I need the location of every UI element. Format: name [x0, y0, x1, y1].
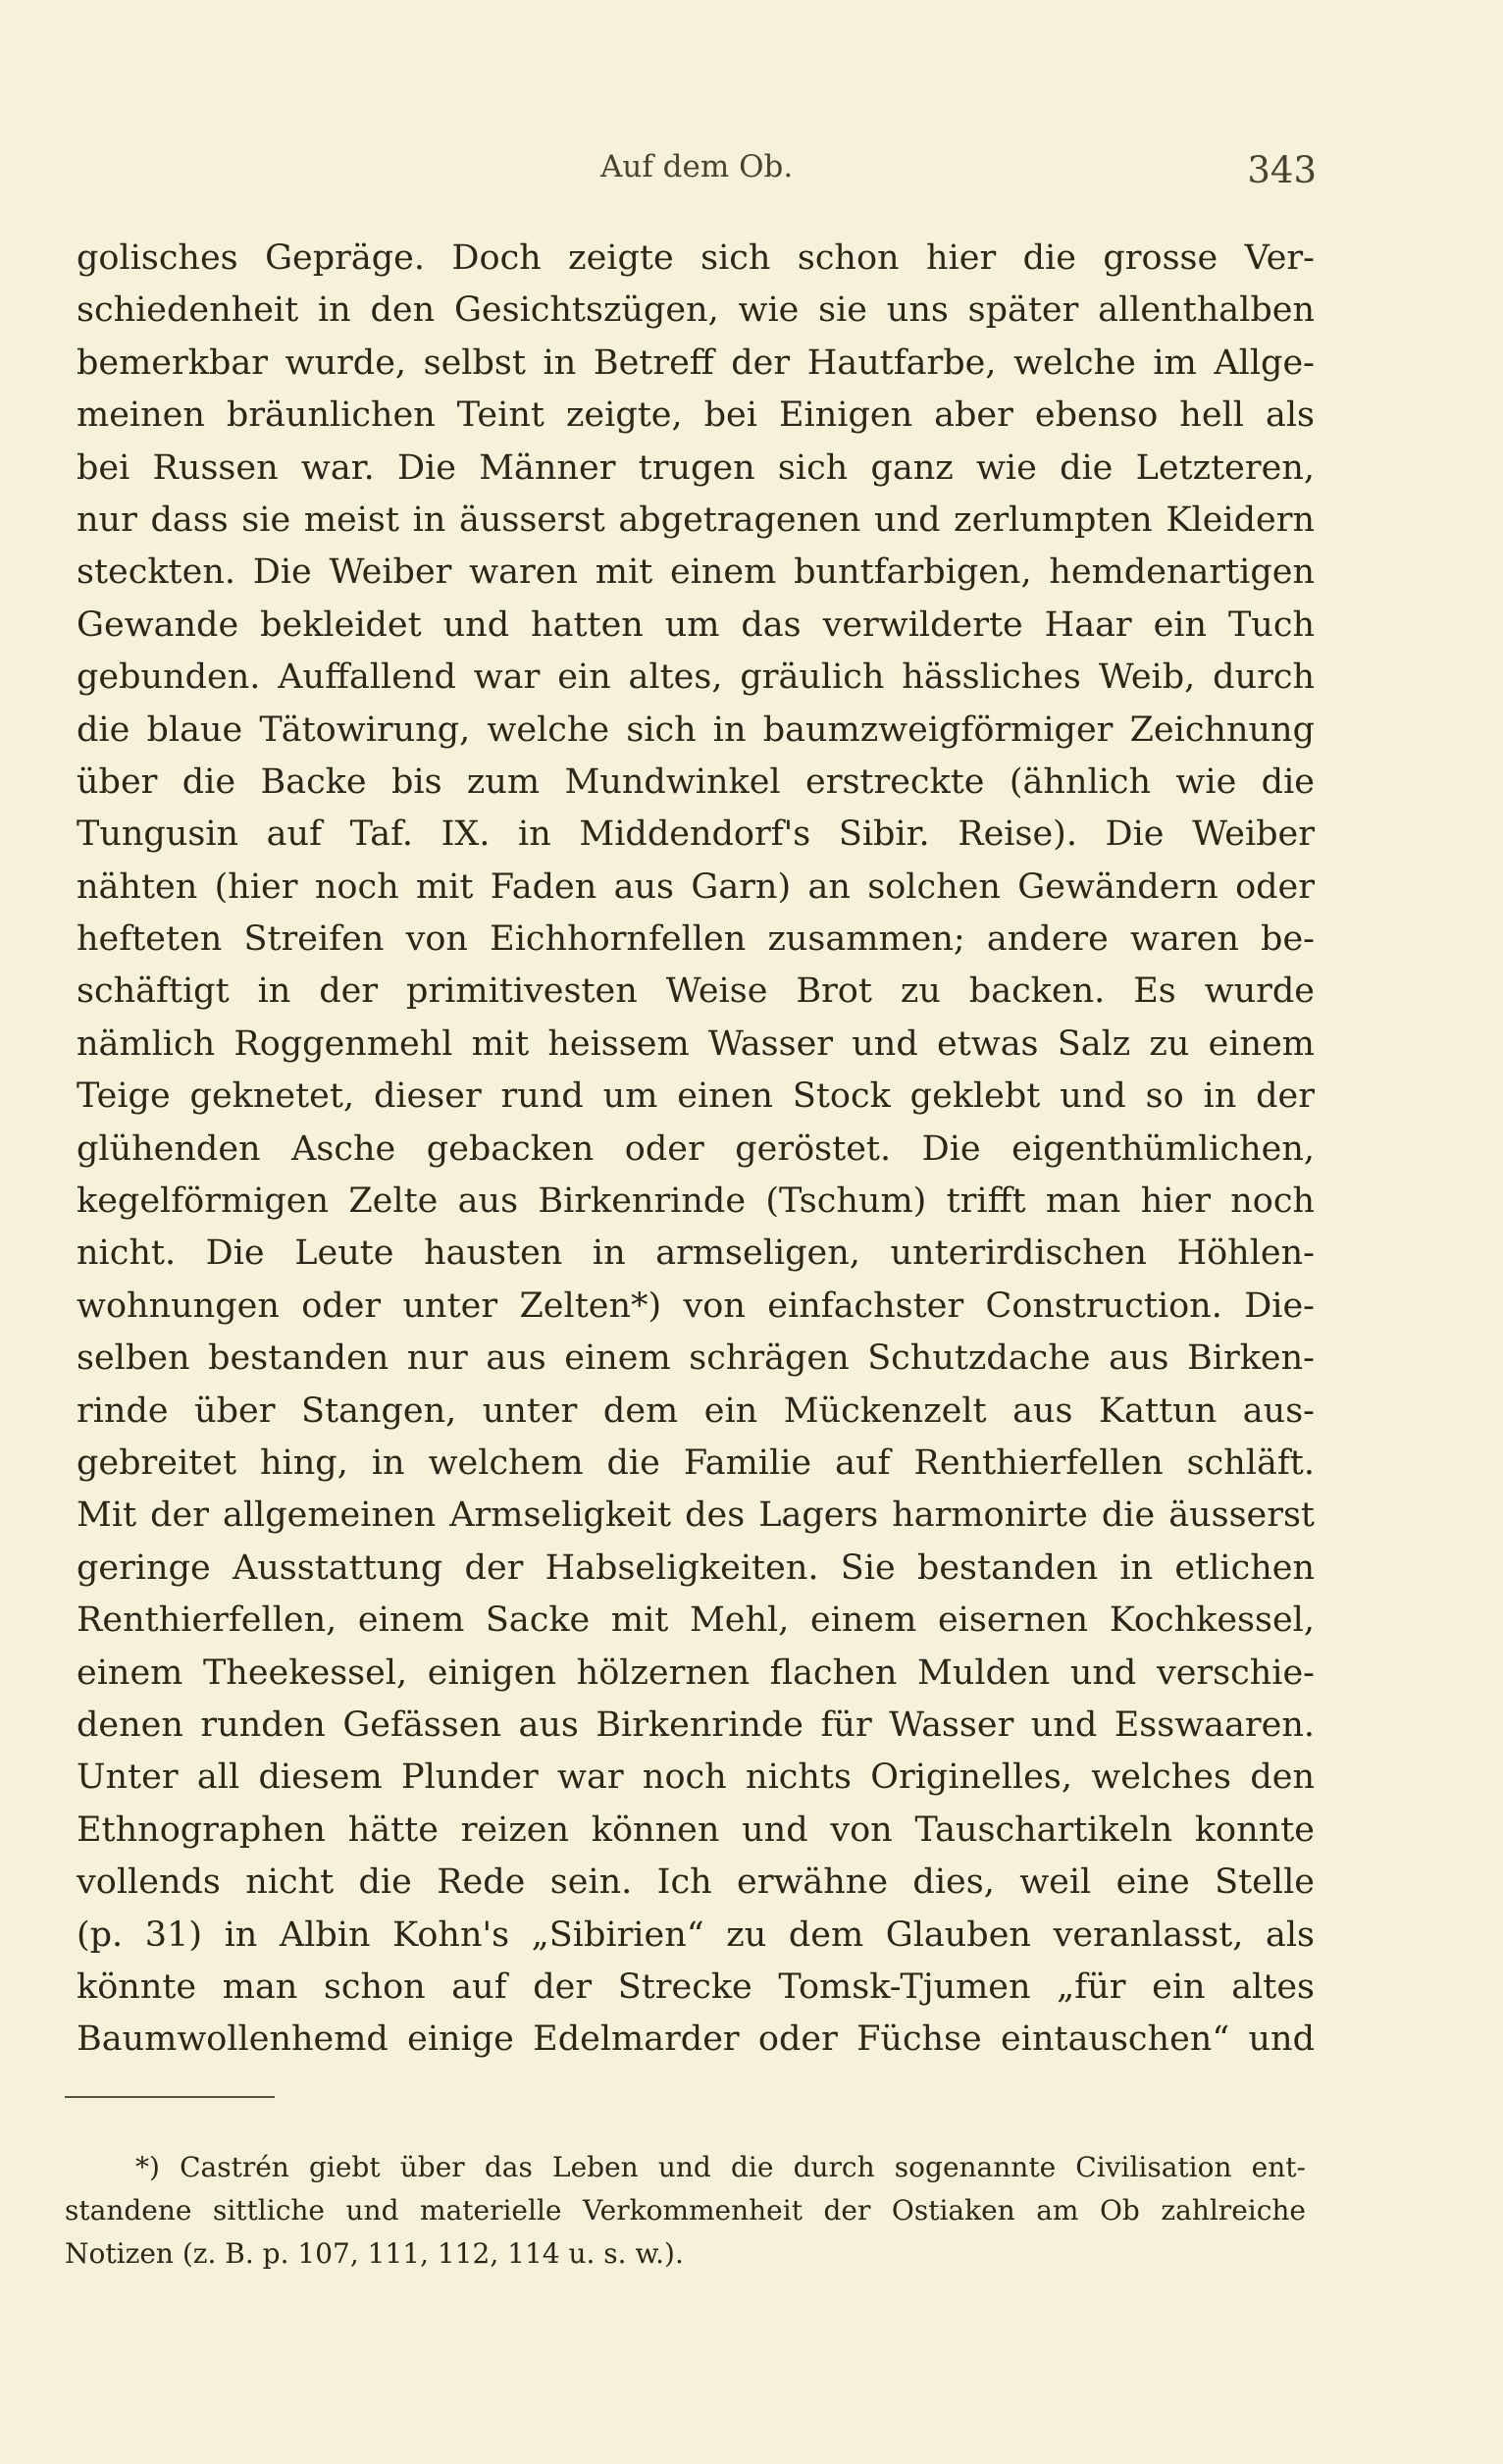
text-line: nähten (hier noch mit Faden aus Garn) an solchen Gewändern oder — [77, 866, 1315, 907]
footnote — [65, 2146, 1306, 2276]
text-line: gebunden. Auffallend war ein altes, gräulich hässliches Weib, durch — [77, 657, 1315, 698]
text-line: schiedenheit in den Gesichtszügen, wie sie uns später allenthalben — [77, 290, 1315, 331]
text-line: glühenden Asche gebacken oder geröstet. Die eigenthümlichen, — [77, 1128, 1315, 1169]
text-line: nicht. Die Leute hausten in armseligen, unterirdischen Höhlen- — [77, 1233, 1315, 1274]
text-line: über die Backe bis zum Mundwinkel erstreckte (ähnlich wie die — [77, 761, 1315, 802]
text-line: wohnungen oder unter Zelten*) von einfachster Construction. Die- — [77, 1285, 1315, 1326]
text-line: Gewande bekleidet und hatten um das verwilderte Haar ein Tuch — [77, 604, 1315, 645]
text-line: denen runden Gefässen aus Birkenrinde für Wasser und Esswaaren. — [77, 1704, 1315, 1745]
text-line: Mit der allgemeinen Armseligkeit des Lagers harmonirte die äusserst — [77, 1495, 1315, 1536]
text-line: geringe Ausstattung der Habseligkeiten. Sie bestanden in etlichen — [77, 1547, 1315, 1588]
page-number: 343 — [1247, 149, 1317, 191]
running-head — [0, 149, 1503, 198]
text-line: könnte man schon auf der Strecke Tomsk-Tjumen „für ein altes — [77, 1966, 1315, 2007]
text-line: selben bestanden nur aus einem schrägen Schutzdache aus Birken- — [77, 1338, 1315, 1379]
text-line: meinen bräunlichen Teint zeigte, bei Einigen aber ebenso hell als — [77, 395, 1315, 436]
text-line: Tungusin auf Taf. IX. in Middendorf's Sibir. Reise). Die Weiber — [77, 814, 1315, 855]
footnote-line: standene sittliche und materielle Verkommenheit der Ostiaken am Ob zahlreiche — [65, 2194, 1306, 2227]
text-line: einem Theekessel, einigen hölzernen flachen Mulden und verschie- — [77, 1652, 1315, 1693]
text-line: Baumwollenhemd einige Edelmarder oder Füchse eintauschen“ und — [77, 2019, 1315, 2060]
text-line: vollends nicht die Rede sein. Ich erwähne dies, weil eine Stelle — [77, 1862, 1315, 1903]
text-line: steckten. Die Weiber waren mit einem buntfarbigen, hemdenartigen — [77, 552, 1315, 593]
text-line: golisches Gepräge. Doch zeigte sich schon hier die grosse Ver- — [77, 238, 1315, 278]
text-line: schäftigt in der primitivesten Weise Brot zu backen. Es wurde — [77, 971, 1315, 1012]
text-line: Renthierfellen, einem Sacke mit Mehl, einem eisernen Kochkessel, — [77, 1600, 1315, 1641]
text-line: nur dass sie meist in äusserst abgetragenen und zerlumpten Kleidern — [77, 499, 1315, 540]
text-line: bemerkbar wurde, selbst in Betreff der Hautfarbe, welche im Allge- — [77, 342, 1315, 383]
text-line: Unter all diesem Plunder war noch nichts Originelles, welches den — [77, 1757, 1315, 1798]
footnote-divider — [65, 2096, 275, 2098]
footnote-line: Notizen (z. B. p. 107, 111, 112, 114 u. s. w.). — [65, 2237, 684, 2270]
text-line: kegelförmigen Zelte aus Birkenrinde (Tschum) trifft man hier noch — [77, 1181, 1315, 1222]
text-line: nämlich Roggenmehl mit heissem Wasser und etwas Salz zu einem — [77, 1023, 1315, 1064]
text-line: die blaue Tätowirung, welche sich in baumzweigförmiger Zeichnung — [77, 709, 1315, 750]
body-text — [77, 233, 1315, 2067]
text-line: gebreitet hing, in welchem die Familie auf Renthierfellen schläft. — [77, 1442, 1315, 1483]
footnote-line: *) Castrén giebt über das Leben und die durch sogenannte Civilisation ent- — [135, 2151, 1306, 2183]
text-line: Ethnographen hätte reizen können und von Tauschartikeln konnte — [77, 1809, 1315, 1850]
text-line: hefteten Streifen von Eichhornfellen zusammen; andere waren be- — [77, 919, 1315, 960]
text-line: Teige geknetet, dieser rund um einen Stock geklebt und so in der — [77, 1076, 1315, 1117]
text-line: (p. 31) in Albin Kohn's „Sibirien“ zu dem Glauben veranlasst, als — [77, 1914, 1315, 1955]
text-line: bei Russen war. Die Männer trugen sich ganz wie die Letzteren, — [77, 447, 1315, 488]
text-line: rinde über Stangen, unter dem ein Mückenzelt aus Kattun aus- — [77, 1390, 1315, 1431]
running-title: Auf dem Ob. — [600, 149, 794, 184]
